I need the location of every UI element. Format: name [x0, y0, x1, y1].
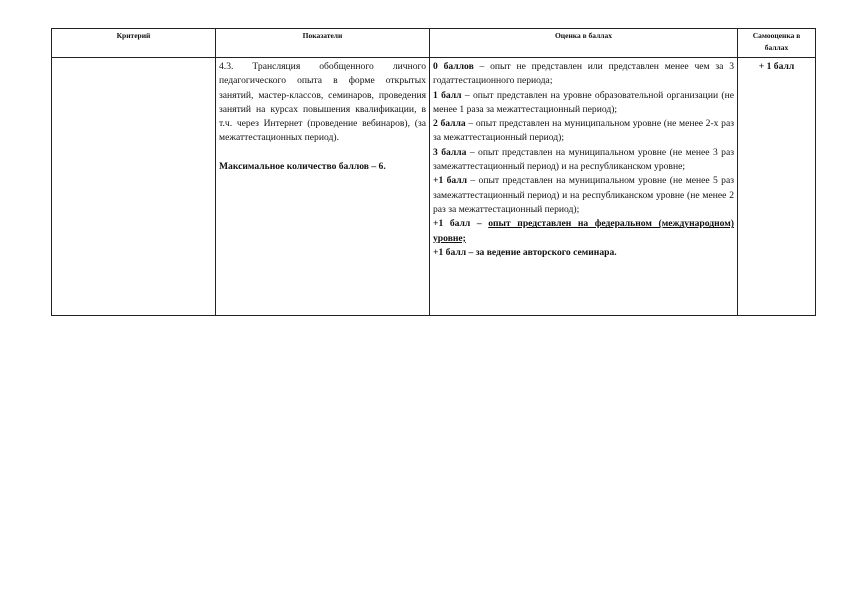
score-line-federal [433, 217, 734, 246]
score-federal-prefix: +1 балл – [433, 218, 489, 230]
score-line [433, 174, 734, 217]
indicator-text: 4.3. Трансляция обобщенного личного педагогического опыта в форме открытых занятий, мастер-классов, семинаров, проведения занятий на курсах повышения квалификации, в т.ч. через Интернет (проведение вебинаров), (за межаттестационных период). [219, 61, 426, 144]
header-criterion: Критерий [52, 29, 216, 58]
score-federal-text: опыт представлен на федеральном (международном) уровне; [433, 218, 734, 244]
score-description: – опыт не представлен или представлен менее чем за 3 годаттестационного периода; [433, 61, 734, 87]
header-self-assessment: Самооценка в баллах [738, 29, 816, 58]
document-page [51, 28, 815, 316]
score-description: – опыт представлен на муниципальном уровне (не менее 2-х раз за межаттестационный период); [433, 118, 734, 144]
score-value: 2 балла [433, 118, 466, 130]
score-description: – опыт представлен на уровне образовательной организации (не менее 1 раза за межаттестационный период); [433, 89, 734, 115]
table-header-row [52, 29, 816, 58]
score-cell [430, 58, 738, 316]
score-value: 3 балла [433, 146, 467, 158]
max-score-text: Максимальное количество баллов – 6. [219, 160, 386, 172]
criteria-table [51, 28, 816, 316]
score-line-seminar: +1 балл – за ведение авторского семинара. [433, 246, 617, 258]
header-score: Оценка в баллах [430, 29, 738, 58]
table-row [52, 58, 816, 316]
score-line [433, 60, 734, 89]
score-value: 0 баллов [433, 61, 474, 72]
score-value: 1 балл [433, 89, 462, 101]
score-value: +1 балл [433, 175, 468, 187]
header-indicators: Показатели [216, 29, 430, 58]
score-description: – опыт представлен на муниципальном уровне (не менее 3 раз замежаттестационный период) и на республиканском уровне; [433, 146, 735, 173]
criterion-cell [52, 58, 216, 316]
indicator-cell [216, 58, 430, 316]
score-line [433, 89, 734, 118]
self-assessment-cell: + 1 балл [738, 58, 816, 316]
score-line [433, 117, 734, 146]
score-line [433, 146, 734, 175]
score-description: – опыт представлен на муниципальном уровне (не менее 5 раз замежаттестационный период) и на республиканском уровне (не менее 2 раз за межаттестационный период); [433, 175, 735, 215]
